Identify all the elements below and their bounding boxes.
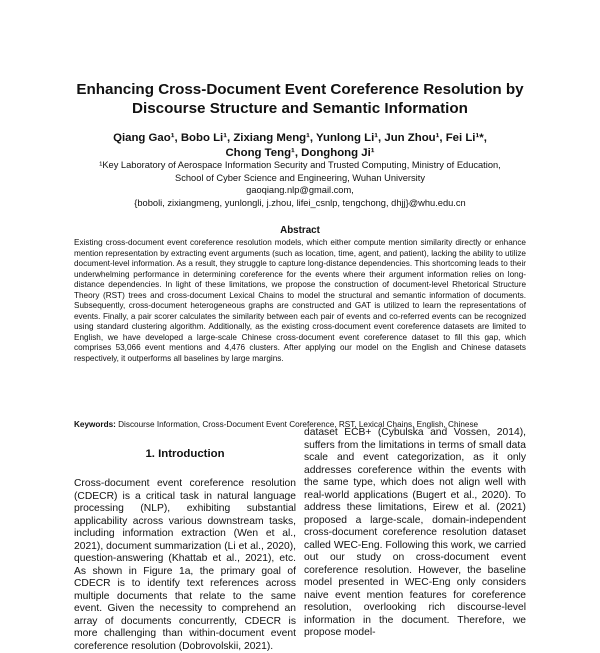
authors-line-1: Qiang Gao¹, Bobo Li¹, Zixiang Meng¹, Yunlong Li¹, Jun Zhou¹, Fei Li¹*, xyxy=(113,132,487,144)
body-column-right: dataset ECB+ (Cybulska and Vossen, 2014), suffers from the limitations in terms of small data scale and event categorization, as it only addresses coreference within the events with the same type, which does not align well with real-world applications (Bugert et al., 2020). To address these limitations, Eirew et al. (2021) proposed a large-scale, domain-independent cross-document coreference resolution dataset called WEC-Eng. Following this work, we carried out our study on cross-document event coreference resolution. However, the baseline model presented in WEC-Eng only considers naive event mention features for coreference resolution, overlooking rich discourse-level information in the document. Therefore, we propose model- xyxy=(304,427,526,638)
affiliation-line-3: gaoqiang.nlp@gmail.com, xyxy=(246,185,354,195)
affiliation-line-4: {boboli, zixiangmeng, yunlongli, j.zhou, lifei_csnlp, tengchong, dhjj}@whu.edu.cn xyxy=(134,197,466,208)
keywords-text: Discourse Information, Cross-Document Event Coreference, RST, Lexical Chains, English, Chinese xyxy=(118,420,479,429)
paper-title: Enhancing Cross-Document Event Coreference Resolution by Discourse Structure and Semantic Information xyxy=(76,81,524,117)
abstract-heading: Abstract xyxy=(280,225,320,236)
keywords-label: Keywords: xyxy=(74,420,116,429)
affiliation xyxy=(60,159,540,209)
section-heading-introduction: 1. Introduction xyxy=(145,448,225,460)
body-column-left: Cross-document event coreference resolution (CDECR) is a critical task in natural language processing (NLP), exhibiting substantial applicability across various downstream tasks, including information extraction (Wen et al., 2021), document summarization (Li et al., 2020), question-answering (Khattab et al., 2021), etc. As shown in Figure 1a, the primary goal of CDECR is to identify text references across multiple documents that relate to the same event. Given the necessity to comprehend an array of documents concurrently, CDECR is more challenging than within-document event coreference resolution (Dobrovolskii, 2021). xyxy=(74,478,296,652)
author-list xyxy=(60,131,540,160)
affiliation-line-2: School of Cyber Science and Engineering, Wuhan University xyxy=(175,172,425,183)
affiliation-line-1: ¹Key Laboratory of Aerospace Information Security and Trusted Computing, Ministry of Education, xyxy=(99,160,501,170)
authors-line-2: Chong Teng¹, Donghong Ji¹ xyxy=(225,146,375,159)
abstract-text: Existing cross-document event coreference resolution models, which either compute mention similarity directly or enhance mention representation by extracting event arguments (such as location, time, agent, and patient), lacking the ability to utilize document-level information. As a result, they struggle to capture long-distance dependencies. This shortcoming leads to their underwhelming performance in determining coreference for the events where their argument information relies on long-distance dependencies. In light of these limitations, we propose the construction of document-level Rhetorical Structure Theory (RST) trees and cross-document Lexical Chains to model the structural and semantic information of documents. Subsequently, cross-document heterogeneous graphs are constructed and GAT is utilized to learn the representations of events. Finally, a pair scorer calculates the similarity between each pair of events and co-referred events can be recognized using standard clustering algorithm. Additionally, as the existing cross-document event coreference datasets are limited to English, we have developed a large-scale Chinese cross-document event coreference dataset to fill this gap, which comprises 53,066 event mentions and 4,476 clusters. After applying our model on the English and Chinese datasets respectively, it outperforms all baselines by large margins. xyxy=(74,238,526,363)
